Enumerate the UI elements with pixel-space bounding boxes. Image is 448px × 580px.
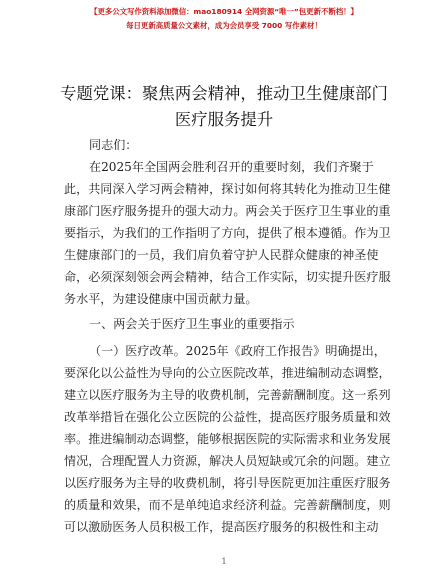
salutation: 同志们：	[89, 138, 138, 152]
paragraph-line: （一）医疗改革。2025年《政府工作报告》明确提出，	[89, 344, 386, 358]
paragraph-line: 康部门医疗服务提升的强大动力。两会关于医疗卫生事业的重	[64, 204, 391, 218]
page-number: 1	[221, 557, 227, 566]
banner-line-membership: 每日更新高质量公文素材，成为会员享受 7000 写作素材！	[126, 21, 322, 30]
paragraph-line: 务水平，为建设健康中国贡献力量。	[64, 292, 258, 306]
paragraph-line: 生健康部门的一员，我们肩负着守护人民群众健康的神圣使	[64, 248, 379, 262]
title-line-1: 专题党课：聚焦两会精神，推动卫生健康部门	[60, 84, 388, 103]
paragraph-line: 要指示，为我们的工作指明了方向，提供了根本遵循。作为卫	[64, 226, 391, 240]
paragraph-line: 可以激励医务人员积极工作，提高医疗服务的积极性和主动	[64, 520, 379, 534]
title-line-2: 医疗服务提升	[174, 110, 274, 129]
paragraph-line: 命，必须深刻领会两会精神，结合工作实际，切实提升医疗服	[64, 270, 391, 284]
banner-line-wechat: 【更多公文写作资料添加微信：mao180914 全网资源“唯一”包更新不断档！】	[90, 7, 358, 16]
paragraph-line: 要深化以公益性为导向的公立医院改革，推进编制动态调整，	[64, 366, 391, 380]
paragraph-line: 在2025年全国两会胜利召开的重要时刻，我们齐聚于	[89, 160, 374, 174]
paragraph-line: 的质量和效果，而不是单纯追求经济利益。完善薪酬制度，则	[64, 498, 391, 512]
paragraph-line: 改革举措旨在强化公立医院的公益性，提高医疗服务质量和效	[64, 410, 391, 424]
paragraph-line: 率。推进编制动态调整，能够根据医院的实际需求和业务发展	[64, 432, 391, 446]
document-title	[40, 81, 408, 133]
paragraph-line: 建立以医疗服务为主导的收费机制，完善薪酬制度。这一系列	[64, 388, 391, 402]
paragraph-line: 以医疗服务为主导的收费机制，将引导医院更加注重医疗服务	[64, 476, 391, 490]
section-heading: 一、两会关于医疗卫生事业的重要指示	[89, 317, 295, 331]
paragraph-line: 此，共同深入学习两会精神，探讨如何将其转化为推动卫生健	[64, 182, 391, 196]
paragraph-line: 情况，合理配置人力资源，解决人员短缺或冗余的问题。建立	[64, 454, 391, 468]
